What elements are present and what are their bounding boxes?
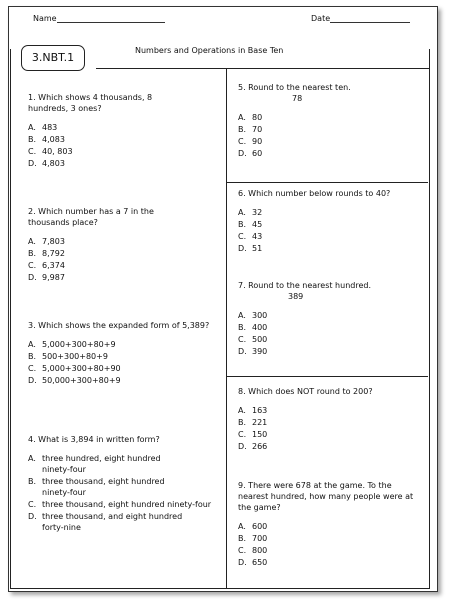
option-text: 500 <box>252 335 268 344</box>
answer-options <box>238 112 418 159</box>
option-letter: A. <box>238 522 246 531</box>
answer-options <box>28 339 213 386</box>
option-letter: A. <box>28 340 36 349</box>
question-stem: 4. What is 3,894 in written form? <box>28 435 160 444</box>
option-a[interactable] <box>238 310 423 321</box>
option-d[interactable] <box>28 158 188 169</box>
question-stem: 6. Which number below rounds to 40? <box>238 189 391 198</box>
option-d[interactable] <box>28 272 193 283</box>
question-stem: 2. Which number has a 7 in the thousands place? <box>28 207 154 227</box>
option-letter: C. <box>28 147 37 156</box>
option-text: three thousand, eight hundred ninety-four <box>42 500 212 509</box>
option-letter: D. <box>28 159 37 168</box>
option-letter: B. <box>28 135 37 144</box>
option-a[interactable] <box>238 405 423 416</box>
option-text: 483 <box>42 123 58 132</box>
option-d[interactable] <box>238 557 418 568</box>
option-text: 221 <box>252 418 268 427</box>
option-text: 390 <box>252 347 268 356</box>
option-letter: B. <box>238 323 247 332</box>
question-number: 389 <box>288 292 304 301</box>
option-letter: D. <box>28 512 37 521</box>
option-letter: C. <box>238 137 247 146</box>
option-b[interactable] <box>238 417 423 428</box>
option-d[interactable] <box>28 375 213 386</box>
option-c[interactable] <box>238 545 418 556</box>
option-text: 43 <box>252 232 263 241</box>
answer-options <box>238 310 423 357</box>
question-7 <box>238 280 423 358</box>
option-letter: C. <box>238 546 247 555</box>
answer-options <box>238 207 428 254</box>
option-text: 4,083 <box>42 135 65 144</box>
option-text: 4,803 <box>42 159 65 168</box>
date-label: Date <box>311 14 331 23</box>
name-label: Name <box>33 14 57 23</box>
option-letter: C. <box>28 364 37 373</box>
option-c[interactable] <box>28 363 213 374</box>
option-text: three thousand, and eight hundred forty-nine <box>42 512 183 532</box>
option-letter: B. <box>238 125 247 134</box>
date-blank <box>330 14 410 23</box>
option-text: 650 <box>252 558 268 567</box>
option-text: 32 <box>252 208 263 217</box>
option-c[interactable] <box>238 231 428 242</box>
answer-options <box>28 236 193 283</box>
question-stem: 1. Which shows 4 thousands, 8 hundreds, 3 ones? <box>28 93 153 113</box>
option-letter: D. <box>28 376 37 385</box>
option-text: 266 <box>252 442 268 451</box>
option-text: 700 <box>252 534 268 543</box>
option-b[interactable] <box>28 248 193 259</box>
option-b[interactable] <box>28 351 213 362</box>
option-b[interactable] <box>28 476 213 498</box>
option-c[interactable] <box>238 334 423 345</box>
option-text: 45 <box>252 220 263 229</box>
option-letter: D. <box>28 273 37 282</box>
option-a[interactable] <box>28 122 188 133</box>
option-c[interactable] <box>28 260 193 271</box>
option-c[interactable] <box>28 146 188 157</box>
date-field <box>311 14 410 23</box>
option-b[interactable] <box>238 322 423 333</box>
option-b[interactable] <box>238 219 428 230</box>
option-a[interactable] <box>28 453 213 475</box>
option-text: 5,000+300+80+9 <box>42 340 116 349</box>
name-blank <box>57 14 165 23</box>
option-letter: A. <box>28 123 36 132</box>
option-text: 150 <box>252 430 268 439</box>
option-b[interactable] <box>28 134 188 145</box>
option-letter: A. <box>238 113 246 122</box>
option-text: 8,792 <box>42 249 65 258</box>
option-letter: B. <box>28 477 37 486</box>
name-field <box>33 14 165 23</box>
answer-options <box>28 453 213 533</box>
option-text: 5,000+300+80+90 <box>42 364 121 373</box>
option-letter: C. <box>238 335 247 344</box>
option-d[interactable] <box>238 346 423 357</box>
option-text: 50,000+300+80+9 <box>42 376 121 385</box>
option-letter: A. <box>238 406 246 415</box>
option-letter: D. <box>238 442 247 451</box>
option-letter: A. <box>28 454 36 463</box>
option-letter: D. <box>238 244 247 253</box>
question-8 <box>238 386 423 453</box>
option-c[interactable] <box>238 136 418 147</box>
option-c[interactable] <box>28 499 213 510</box>
option-text: 9,987 <box>42 273 65 282</box>
option-letter: C. <box>238 232 247 241</box>
option-d[interactable] <box>238 441 423 452</box>
question-stem: 9. There were 678 at the game. To the nearest hundred, how many people were at the game? <box>238 481 414 512</box>
question-1 <box>28 92 188 170</box>
answer-options <box>238 521 418 568</box>
question-5 <box>238 82 418 160</box>
option-letter: A. <box>28 237 36 246</box>
option-a[interactable] <box>238 207 428 218</box>
answer-options <box>28 122 188 169</box>
option-letter: D. <box>238 149 247 158</box>
answer-options <box>238 405 423 452</box>
option-text: three thousand, eight hundred ninety-four <box>42 477 165 497</box>
option-c[interactable] <box>238 429 423 440</box>
option-a[interactable] <box>238 112 418 123</box>
option-d[interactable] <box>28 511 213 533</box>
option-letter: B. <box>28 249 37 258</box>
option-d[interactable] <box>238 243 428 254</box>
question-stem: 7. Round to the nearest hundred. <box>238 281 371 290</box>
option-letter: B. <box>28 352 37 361</box>
option-text: 80 <box>252 113 263 122</box>
option-b[interactable] <box>238 533 418 544</box>
option-a[interactable] <box>238 521 418 532</box>
subject-title: Numbers and Operations in Base Ten <box>135 46 284 55</box>
option-letter: B. <box>238 220 247 229</box>
option-text: 51 <box>252 244 263 253</box>
option-text: 500+300+80+9 <box>42 352 108 361</box>
standard-code: 3.NBT.1 <box>21 45 85 71</box>
option-letter: B. <box>238 418 247 427</box>
question-stem: 8. Which does NOT round to 200? <box>238 387 373 396</box>
option-letter: C. <box>28 500 37 509</box>
option-text: 600 <box>252 522 268 531</box>
option-text: 400 <box>252 323 268 332</box>
right-column-rule-1 <box>227 182 428 183</box>
question-9 <box>238 480 418 569</box>
option-text: 300 <box>252 311 268 320</box>
option-text: 7,803 <box>42 237 65 246</box>
option-letter: A. <box>238 208 246 217</box>
option-letter: A. <box>238 311 246 320</box>
option-letter: C. <box>28 261 37 270</box>
option-text: 60 <box>252 149 263 158</box>
option-text: 163 <box>252 406 268 415</box>
right-column-rule-2 <box>227 376 428 377</box>
option-letter: D. <box>238 558 247 567</box>
question-stem: 5. Round to the nearest ten. <box>238 83 351 92</box>
option-text: 70 <box>252 125 263 134</box>
question-number: 78 <box>292 94 303 103</box>
option-text: 40, 803 <box>42 147 73 156</box>
option-letter: C. <box>238 430 247 439</box>
option-a[interactable] <box>28 236 193 247</box>
option-text: 6,374 <box>42 261 65 270</box>
column-divider <box>226 68 227 588</box>
option-text: three hundred, eight hundred ninety-four <box>42 454 161 474</box>
question-3 <box>28 320 213 387</box>
option-letter: D. <box>238 347 247 356</box>
question-4 <box>28 434 213 534</box>
option-letter: B. <box>238 534 247 543</box>
question-stem: 3. Which shows the expanded form of 5,389? <box>28 321 210 330</box>
option-text: 90 <box>252 137 263 146</box>
option-d[interactable] <box>238 148 418 159</box>
option-b[interactable] <box>238 124 418 135</box>
option-text: 800 <box>252 546 268 555</box>
question-2 <box>28 206 193 284</box>
question-6 <box>238 188 428 255</box>
banner-rule <box>96 68 429 69</box>
option-a[interactable] <box>28 339 213 350</box>
